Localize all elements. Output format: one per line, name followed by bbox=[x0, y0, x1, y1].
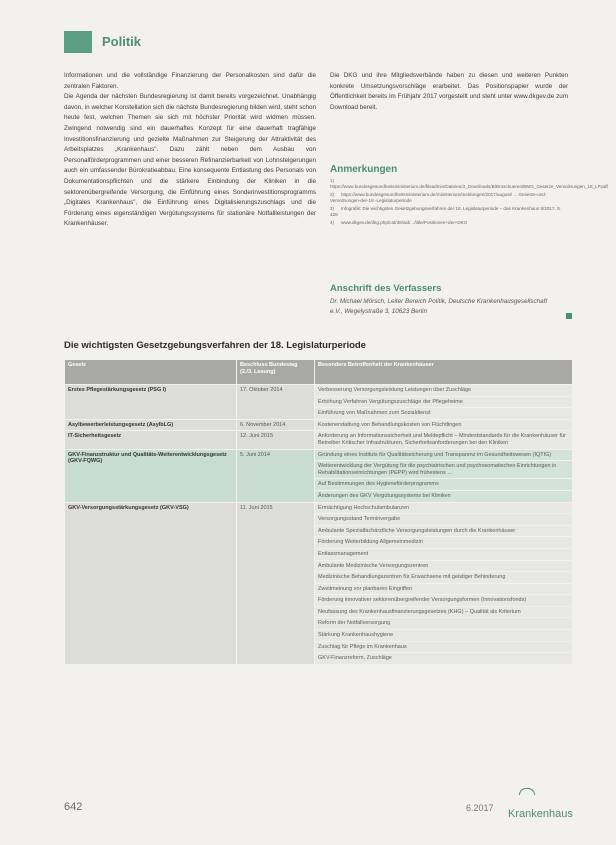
law-name-cell: Asylbewerberleistungsgesetz (AsylbLG) bbox=[65, 419, 237, 431]
impact-item-cell: Neufassung des Krankenhausfinanzierungsgesetzes (KHG) – Qualität als Kriterium bbox=[315, 606, 573, 618]
note-number: 2) bbox=[330, 191, 335, 197]
impact-item-cell: Verbesserung Versorgungsleistung Leistungen über Zuschläge bbox=[315, 385, 573, 397]
note-text: https://www.bundesgesundheitsministerium.de/fileadmin/Dateien/3_Downloads/B/Broschueren/BMG_Gesetze_Verordnungen_18_LP.pdf bbox=[330, 184, 608, 190]
impact-item-cell: Versorgungsstand Terminvergabe bbox=[315, 514, 573, 526]
decision-date-cell: 12. Juni 2015 bbox=[237, 431, 315, 449]
note-number: 3) bbox=[330, 205, 335, 211]
note-item bbox=[330, 220, 570, 226]
paragraph: Informationen und die vollständige Finanzierung der Personalkosten sind dafür die zentralen Faktoren. bbox=[64, 72, 316, 90]
magazine-logo-icon bbox=[519, 788, 535, 795]
law-name-cell: Erstes Pflegestärkungsgesetz (PSG I) bbox=[65, 385, 237, 420]
body-text-right bbox=[330, 71, 568, 113]
decision-date-cell: 5. Juni 2014 bbox=[237, 449, 315, 502]
table-row bbox=[65, 502, 573, 514]
decision-date-cell: 6. November 2014 bbox=[237, 419, 315, 431]
table-row bbox=[65, 431, 573, 449]
issue-number: 6.2017 bbox=[466, 803, 494, 813]
address-heading: Anschrift des Verfassers bbox=[330, 283, 442, 294]
column-header-impact: Besonders Betroffenheit der Krankenhäuser bbox=[315, 360, 573, 385]
section-color-tab bbox=[64, 31, 92, 53]
impact-item-cell: Ambulante Spezialfachärztliche Versorgungsleistungen durch die Krankenhäuser bbox=[315, 525, 573, 537]
decision-date-cell: 11. Juni 2015 bbox=[237, 502, 315, 664]
impact-item-cell: Anforderung an Informationssicherheit und Meldepflicht – Mindeststandards für die Krankenhäuser für Betreiber Kritischer Infrastrukturen, Sicherheitsanforderungen bei den Kliniken bbox=[315, 431, 573, 449]
impact-item-cell: Reform der Notfallversorgung bbox=[315, 618, 573, 630]
note-item bbox=[330, 206, 570, 219]
note-item bbox=[330, 178, 608, 191]
impact-item-cell: Kostenerstattung von Behandlungskosten von Flüchtlingen bbox=[315, 419, 573, 431]
impact-item-cell: Entlassmanagement bbox=[315, 548, 573, 560]
impact-item-cell: Weiterentwicklung der Vergütung für die psychiatrischen und psychosomatischen Einrichtungen in Rehabilitationseinrichtungen (PEPP) wird frühestens ... bbox=[315, 461, 573, 479]
impact-item-cell: GKV-Finanzreform, Zuschläge bbox=[315, 653, 573, 665]
impact-item-cell: Zuschlag für Pflege im Krankenhaus bbox=[315, 641, 573, 653]
end-mark bbox=[566, 313, 572, 319]
table-row bbox=[65, 385, 573, 397]
note-text: https://www.bundesgesundheitsministerium.de/ministerium/meldungen/2017/august/ ... Gesetze-und-Verordnungen-der-18.-Legislaturperiode bbox=[330, 191, 547, 204]
law-name-cell: GKV-Versorgungsstärkungsgesetz (GKV-VSG) bbox=[65, 502, 237, 664]
impact-item-cell: Förderung innovativer sektorenübergreifender Versorgungsformen (Innovationsfonds) bbox=[315, 595, 573, 607]
note-text: Infografik: Die wichtigsten Gesetzgebungsverfahren der 18. Legislaturperiode – das Krankenhaus 5/2017, S. 428 bbox=[330, 205, 562, 218]
column-header-date: Beschluss Bundestag (2./3. Lesung) bbox=[237, 360, 315, 385]
paragraph: Die DKG und ihre Mitgliedsverbände haben zu diesen und weiteren Punkten konkrete Umsetzungsvorschläge erarbeitet. Das Positionspapier wurde der Öffentlichkeit bereits im Frühjahr 2017 vorgestellt und steht unter www.dkgev.de zum Download bereit. bbox=[330, 72, 568, 111]
law-name-cell: GKV-Finanzstruktur und Qualitäts-Weiterentwicklungsgesetz (GKV-FQWG) bbox=[65, 449, 237, 502]
impact-item-cell: Einführung von Maßnahmen zum Sozialdienst bbox=[315, 408, 573, 420]
page-number: 642 bbox=[64, 801, 83, 813]
column-header-law: Gesetz bbox=[65, 360, 237, 385]
magazine-name: Krankenhaus bbox=[508, 808, 573, 820]
paragraph: Die Agenda der nächsten Bundesregierung ist damit bereits vorgezeichnet. Unabhängig davon, in welcher Konstellation sich die nächste Bundesregierung bilden wird, steht schon heute fest, welchen Themen sie sich mit höchster Priorität wird widmen müssen. Zwingend notwendig sind ein dauerhaftes Konzept für eine dauerhaft tragfähige Investitionsfinanzierung und gezielte Maßnahmen zur Steigerung der Attraktivität des Arbeitsplatzes „Krankenhaus". Dazu zählt neben dem Ausbau von Personalförderprogrammen und einer besseren Refinanzierbarkeit von Lohnsteigerungen auch ein umfassender Bürokratieabbau. Eine konsequente Entlastung des Personals von Dokumentationspflichten und die stärkere Einbindung der Kliniken in die sektorenübergreifende Versorgung, die Einführung eines Sonderinvestitionsprogramms „Digitales Krankenhaus", die Einführung eines Digitalisierungszuschlags und die Förderung eines eigenständigen Vergütungssystems für stationäre Notfallleistungen der Krankenhäuser. bbox=[64, 93, 316, 228]
impact-item-cell: Erhöhung Verfahren Vergütungszuschläge der Pflegeheime bbox=[315, 396, 573, 408]
impact-item-cell: Stärkung Krankenhaushygiene bbox=[315, 630, 573, 642]
table-header-row bbox=[65, 360, 573, 385]
note-text: www.dkgev.de/dkg.php/cat/38/aid/.../title/Positionen+der+DKG bbox=[341, 219, 468, 225]
author-address: Dr. Michael Mörsch, Leiter Bereich Politik, Deutsche Krankenhausgesellschaft e.V., Wegelystraße 3, 10623 Berlin bbox=[330, 298, 548, 315]
decision-date-cell: 17. Oktober 2014 bbox=[237, 385, 315, 420]
impact-item-cell: Ambulante Medizinische Versorgungszentren bbox=[315, 560, 573, 572]
table-row bbox=[65, 419, 573, 431]
impact-item-cell: Ermächtigung Hochschulambulanzen bbox=[315, 502, 573, 514]
body-text-left bbox=[64, 71, 316, 230]
table-title: Die wichtigsten Gesetzgebungsverfahren der 18. Legislaturperiode bbox=[64, 340, 366, 351]
impact-item-cell: Förderung Weiterbildung Allgemeinmedizin bbox=[315, 537, 573, 549]
note-number: 4) bbox=[330, 219, 335, 225]
section-title: Politik bbox=[102, 34, 142, 49]
table-body bbox=[65, 385, 573, 665]
impact-item-cell: Gründung eines Instituts für Qualitätssicherung und Transparenz im Gesundheitswesen (IQTIG) bbox=[315, 449, 573, 461]
note-number: 1) bbox=[330, 178, 335, 183]
law-name-cell: IT-Sicherheitsgesetz bbox=[65, 431, 237, 449]
table-row bbox=[65, 449, 573, 461]
impact-item-cell: Medizinische Behandlungszentren für Erwachsene mit geistiger Behinderung bbox=[315, 572, 573, 584]
impact-item-cell: Auf Bestimmungen des Hygieneförderprogramms bbox=[315, 479, 573, 491]
impact-item-cell: Änderungen des GKV Vergütungssystems bei Kliniken bbox=[315, 490, 573, 502]
legislation-table bbox=[64, 359, 573, 665]
notes-heading: Anmerkungen bbox=[330, 164, 398, 175]
note-item bbox=[330, 192, 570, 205]
notes-list bbox=[330, 178, 608, 227]
impact-item-cell: Zweitmeinung vor planbaren Eingriffen bbox=[315, 583, 573, 595]
